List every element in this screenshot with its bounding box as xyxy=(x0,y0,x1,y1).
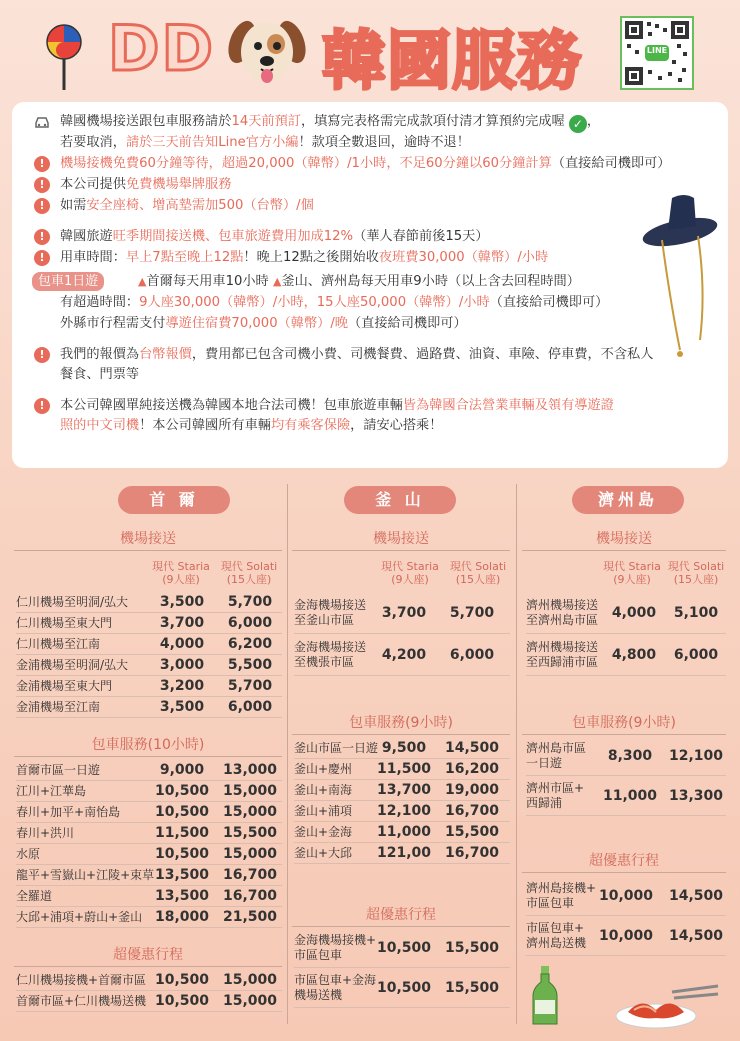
vehicle-seats: (9人座) xyxy=(162,573,200,586)
price-9-seat: 10,500 xyxy=(154,846,210,862)
price-9-seat: 4,800 xyxy=(611,647,657,663)
price-row xyxy=(16,676,282,697)
price-row xyxy=(16,592,282,613)
route-line: 西歸浦 xyxy=(526,796,563,810)
text: 外縣市行程需支付 xyxy=(60,316,166,331)
price-15-seat: 6,000 xyxy=(673,647,719,663)
route-name: 釜山+南海 xyxy=(294,783,353,797)
text: ，請安心搭乘！ xyxy=(350,418,443,433)
price-15-seat: 6,000 xyxy=(449,647,495,663)
text: （直接給司機即可） xyxy=(551,156,671,171)
notice-legal xyxy=(26,396,714,436)
price-row xyxy=(16,844,282,865)
price-9-seat: 3,000 xyxy=(159,657,205,673)
price-9-seat: 11,500 xyxy=(154,825,210,841)
price-row xyxy=(16,802,282,823)
route-name: 全羅道 xyxy=(16,889,53,903)
price-row xyxy=(16,760,282,781)
price-15-seat: 14,500 xyxy=(444,740,500,756)
price-9-seat: 10,500 xyxy=(154,972,210,988)
route-name: 水原 xyxy=(16,847,41,861)
route-line: 市區包車+ xyxy=(526,921,585,935)
notice-signboard xyxy=(26,175,714,195)
price-row xyxy=(526,634,726,676)
text: 韓國旅遊 xyxy=(60,229,113,244)
text: ， xyxy=(586,114,601,129)
route-name: 釜山+慶州 xyxy=(294,762,353,776)
busan-deal-title: 超優惠行程 xyxy=(292,904,510,926)
text: 釜山、濟州島每天用車9小時（以上含去回程時間） xyxy=(281,274,580,289)
price-15-seat: 14,500 xyxy=(668,928,724,944)
vehicle-name: 現代 Staria xyxy=(381,560,439,573)
price-9-seat: 9,500 xyxy=(381,740,427,756)
price-15-seat: 13,000 xyxy=(222,762,278,778)
vehicle-name: 現代 Solati xyxy=(667,560,725,573)
text-highlight: 請於三天前告知Line官方小編 xyxy=(125,135,299,150)
price-row xyxy=(294,780,510,801)
text-highlight: 早上7點至晚上12點 xyxy=(125,250,244,265)
price-9-seat: 8,300 xyxy=(607,748,653,764)
price-15-seat: 12,100 xyxy=(668,748,724,764)
region-seoul: 首 爾 xyxy=(118,486,230,514)
jeju-deal-title: 超優惠行程 xyxy=(522,850,726,872)
jeju-col-9-seat xyxy=(600,560,664,586)
price-15-seat: 16,700 xyxy=(444,845,500,861)
route-name: 釜山市區一日遊 xyxy=(294,741,379,755)
route-name: 釜山+浦項 xyxy=(294,804,353,818)
vehicle-seats: (15人座) xyxy=(226,573,272,586)
price-row xyxy=(526,916,726,956)
dog-face-icon xyxy=(228,14,306,88)
price-9-seat: 13,700 xyxy=(376,782,432,798)
exclamation-icon: ! xyxy=(34,398,50,414)
route-name xyxy=(526,736,586,771)
price-row xyxy=(294,759,510,780)
price-9-seat: 13,500 xyxy=(154,867,210,883)
price-15-seat: 15,500 xyxy=(444,824,500,840)
price-row xyxy=(294,801,510,822)
price-15-seat: 5,500 xyxy=(227,657,273,673)
vehicle-name: 現代 Solati xyxy=(449,560,507,573)
route-name xyxy=(526,634,598,670)
price-9-seat: 3,700 xyxy=(159,615,205,631)
line-label: LINE xyxy=(646,46,668,55)
price-9-seat: 18,000 xyxy=(154,909,210,925)
route-line: 金海機場接機+ xyxy=(294,933,377,947)
text: 若要取消， xyxy=(60,135,126,150)
text: 我們的報價為 xyxy=(60,347,140,362)
notice-child-seat xyxy=(26,196,714,216)
price-9-seat: 10,500 xyxy=(154,993,210,1009)
price-9-seat: 4,000 xyxy=(159,636,205,652)
route-line: 濟州島送機 xyxy=(526,936,587,950)
price-row xyxy=(16,886,282,907)
jeju-col-15-seat xyxy=(664,560,728,586)
service-title: 韓國服務 xyxy=(322,25,582,99)
exclamation-icon: ! xyxy=(34,177,50,193)
route-name xyxy=(294,634,366,670)
route-line: 金海機場接送 xyxy=(294,598,367,612)
jeju-airport-title: 機場接送 xyxy=(522,528,726,550)
notice-waiting xyxy=(26,154,714,174)
text: 本公司韓國單純接送機為韓國本地合法司機！包車旅遊車輛 xyxy=(60,398,403,413)
vehicle-seats: (9人座) xyxy=(613,573,651,586)
exclamation-icon: ! xyxy=(34,250,50,266)
text-highlight: 9人座30,000（韓幣）/小時，15人座50,000（韓幣）/小時 xyxy=(139,295,490,310)
route-name xyxy=(294,968,376,1003)
price-row xyxy=(526,876,726,916)
text-highlight: 免費機場舉牌服務 xyxy=(125,177,232,192)
text: （華人春節前後15天） xyxy=(353,229,489,244)
price-15-seat: 19,000 xyxy=(444,782,500,798)
vehicle-name: 現代 Staria xyxy=(152,560,210,573)
price-9-seat: 4,000 xyxy=(611,605,657,621)
route-line: 濟州市區+ xyxy=(526,781,585,795)
price-15-seat: 14,500 xyxy=(668,888,724,904)
price-9-seat: 10,500 xyxy=(376,980,432,996)
route-line: 濟州島接機+ xyxy=(526,881,597,895)
price-row xyxy=(294,738,510,759)
route-line: 市區包車 xyxy=(526,896,575,910)
text-highlight: 照的中文司機 xyxy=(60,418,140,433)
price-15-seat: 6,000 xyxy=(227,699,273,715)
route-name: 龍平+雪嶽山+江陵+束草 xyxy=(16,868,155,882)
route-line: 一日遊 xyxy=(526,756,563,770)
price-row xyxy=(16,613,282,634)
seoul-airport-title: 機場接送 xyxy=(14,528,282,550)
price-15-seat: 15,000 xyxy=(222,846,278,862)
price-9-seat: 3,500 xyxy=(159,699,205,715)
route-name: 金浦機場至江南 xyxy=(16,700,101,714)
price-15-seat: 15,500 xyxy=(222,825,278,841)
route-line: 至釜山市區 xyxy=(294,613,355,627)
jeju-charter-title: 包車服務(9小時) xyxy=(522,712,726,734)
text-highlight: 14天前預訂 xyxy=(231,114,301,129)
price-9-seat: 11,000 xyxy=(602,788,658,804)
route-line: 機場送機 xyxy=(294,988,343,1002)
price-15-seat: 5,100 xyxy=(673,605,719,621)
price-row xyxy=(16,970,282,991)
price-15-seat: 16,700 xyxy=(444,803,500,819)
route-line: 市區包車+金海 xyxy=(294,973,377,987)
price-9-seat: 4,200 xyxy=(381,647,427,663)
route-line: 濟州機場接送 xyxy=(526,640,599,654)
price-15-seat: 15,000 xyxy=(222,783,278,799)
text: 首爾每天用車10小時 xyxy=(146,274,269,289)
text-highlight: 導遊住宿費70,000（韓幣）/晚 xyxy=(165,316,348,331)
price-row xyxy=(16,781,282,802)
price-15-seat: 16,700 xyxy=(222,867,278,883)
text: 本公司提供 xyxy=(60,177,126,192)
price-row xyxy=(294,822,510,843)
price-9-seat: 10,000 xyxy=(598,888,654,904)
text: ！款項全數退回，逾時不退！ xyxy=(298,135,470,150)
price-row xyxy=(294,968,510,1008)
price-row xyxy=(16,865,282,886)
brand-title: DD xyxy=(108,12,215,85)
text-highlight: 旺季期間接送機、包車旅遊費用加成12% xyxy=(112,229,354,244)
price-row xyxy=(294,928,510,968)
route-name: 江川+江華島 xyxy=(16,784,87,798)
route-name xyxy=(526,592,598,628)
route-name: 春川+洪川 xyxy=(16,826,75,840)
region-busan: 釜 山 xyxy=(344,486,456,514)
busan-airport-title: 機場接送 xyxy=(292,528,510,550)
price-9-seat: 3,200 xyxy=(159,678,205,694)
text-highlight: 安全座椅、增高墊需加500（台幣）/個 xyxy=(86,198,314,213)
text-highlight: 均有乘客保險 xyxy=(271,418,351,433)
price-15-seat: 6,200 xyxy=(227,636,273,652)
exclamation-icon: ! xyxy=(34,198,50,214)
route-line: 至機張市區 xyxy=(294,655,355,669)
price-15-seat: 15,000 xyxy=(222,804,278,820)
price-row xyxy=(294,634,510,676)
route-line: 濟州機場接送 xyxy=(526,598,599,612)
text: 如需 xyxy=(60,198,87,213)
vehicle-name: 現代 Solati xyxy=(220,560,278,573)
price-9-seat: 11,500 xyxy=(376,761,432,777)
price-9-seat: 10,500 xyxy=(154,783,210,799)
day-tour-badge: 包車1日遊 xyxy=(32,272,104,291)
route-line: 至西歸浦市區 xyxy=(526,655,599,669)
busan-charter-title: 包車服務(9小時) xyxy=(292,712,510,734)
route-name: 仁川機場至明洞/弘大 xyxy=(16,595,129,609)
notice-day-tour xyxy=(26,272,714,292)
text: 餐食、門票等 xyxy=(60,367,140,382)
price-row xyxy=(16,991,282,1012)
price-15-seat: 16,200 xyxy=(444,761,500,777)
price-9-seat: 10,500 xyxy=(376,940,432,956)
exclamation-icon: ! xyxy=(34,156,50,172)
route-line: 至濟州島市區 xyxy=(526,613,599,627)
price-row xyxy=(526,776,726,816)
route-name: 春川+加平+南怡島 xyxy=(16,805,121,819)
text: ！晚上12點之後開始收 xyxy=(243,250,379,265)
seoul-col-15-seat xyxy=(216,560,282,586)
line-qr-code[interactable] xyxy=(620,16,694,90)
exclamation-icon: ! xyxy=(34,229,50,245)
route-name: 首爾市區一日遊 xyxy=(16,763,101,777)
price-9-seat: 10,000 xyxy=(598,928,654,944)
route-name: 釜山+大邱 xyxy=(294,846,353,860)
text: （直接給司機即可） xyxy=(347,316,467,331)
text: 有超過時間： xyxy=(60,295,140,310)
price-9-seat: 121,00 xyxy=(376,845,432,861)
seoul-col-9-seat xyxy=(148,560,214,586)
route-name xyxy=(526,876,596,911)
text: ，費用都已包含司機小費、司機餐費、過路費、油資、車險、停車費，不含私人 xyxy=(191,347,654,362)
route-line: 市區包車 xyxy=(294,948,343,962)
busan-col-15-seat xyxy=(446,560,510,586)
header xyxy=(0,0,740,100)
price-15-seat: 5,700 xyxy=(449,605,495,621)
price-15-seat: 16,700 xyxy=(222,888,278,904)
route-name xyxy=(294,928,376,963)
korean-fan-icon xyxy=(40,22,88,94)
column-divider xyxy=(287,484,288,1024)
price-15-seat: 13,300 xyxy=(668,788,724,804)
price-row xyxy=(294,592,510,634)
price-15-seat: 5,700 xyxy=(227,678,273,694)
route-name: 仁川機場接機+首爾市區 xyxy=(16,973,147,987)
vehicle-seats: (15人座) xyxy=(455,573,501,586)
korean-hat-icon xyxy=(640,190,726,380)
price-9-seat: 12,100 xyxy=(376,803,432,819)
notice-peak-season xyxy=(26,227,714,247)
route-line: 金海機場接送 xyxy=(294,640,367,654)
price-15-seat: 15,000 xyxy=(222,993,278,1009)
vehicle-seats: (15人座) xyxy=(673,573,719,586)
seoul-charter-title: 包車服務(10小時) xyxy=(14,734,282,756)
price-row xyxy=(16,655,282,676)
price-row xyxy=(16,823,282,844)
region-jeju: 濟州島 xyxy=(572,486,684,514)
text-highlight: 夜班費30,000（韓幣）/小時 xyxy=(378,250,549,265)
route-name xyxy=(294,592,366,628)
text-highlight: 皆為韓國合法營業車輛及領有導遊證 xyxy=(402,398,614,413)
vehicle-seats: (9人座) xyxy=(391,573,429,586)
bbq-food-icon xyxy=(612,982,722,1032)
exclamation-icon: ! xyxy=(34,347,50,363)
route-name: 金浦機場至明洞/弘大 xyxy=(16,658,129,672)
price-15-seat: 6,000 xyxy=(227,615,273,631)
notice-card xyxy=(12,102,728,468)
price-9-seat: 3,700 xyxy=(381,605,427,621)
text: ，填寫完表格需完成款項付清才算預約完成喔 xyxy=(300,114,565,129)
price-9-seat: 10,500 xyxy=(154,804,210,820)
text: （直接給司機即可） xyxy=(489,295,609,310)
route-name: 首爾市區+仁川機場送機 xyxy=(16,994,147,1008)
price-row xyxy=(16,634,282,655)
vehicle-name: 現代 Staria xyxy=(603,560,661,573)
seoul-deal-title: 超優惠行程 xyxy=(14,944,282,966)
soju-bottle-icon xyxy=(530,964,560,1026)
price-15-seat: 21,500 xyxy=(222,909,278,925)
triangle-icon: ▲ xyxy=(138,275,147,288)
notice-overtime xyxy=(26,293,714,313)
price-15-seat: 5,700 xyxy=(227,594,273,610)
route-name xyxy=(526,776,584,811)
price-row xyxy=(16,907,282,928)
triangle-icon: ▲ xyxy=(272,275,282,288)
price-9-seat: 11,000 xyxy=(376,824,432,840)
price-9-seat: 13,500 xyxy=(154,888,210,904)
price-15-seat: 15,000 xyxy=(222,972,278,988)
route-name: 仁川機場至江南 xyxy=(16,637,101,651)
route-line: 濟州島市區 xyxy=(526,741,587,755)
notice-booking xyxy=(26,112,714,153)
notice-hours xyxy=(26,248,714,268)
price-9-seat: 3,500 xyxy=(159,594,205,610)
busan-col-9-seat xyxy=(378,560,442,586)
price-row xyxy=(16,697,282,718)
check-icon: ✓ xyxy=(569,115,587,133)
price-row xyxy=(294,843,510,864)
column-divider xyxy=(516,484,517,1024)
route-name: 仁川機場至東大門 xyxy=(16,616,113,630)
text: 用車時間： xyxy=(60,250,126,265)
notice-price-note xyxy=(26,345,714,385)
price-15-seat: 15,500 xyxy=(444,980,500,996)
text: 韓國機場接送跟包車服務請於 xyxy=(60,114,232,129)
price-row xyxy=(526,592,726,634)
route-name: 金浦機場至東大門 xyxy=(16,679,113,693)
text-highlight: 機場接機免費60分鐘等待，超過20,000（韓幣）/1小時，不足60分鐘以60分鐘計算 xyxy=(60,156,552,171)
notice-lodging xyxy=(26,314,714,334)
text: ！本公司韓國所有車輛 xyxy=(139,418,271,433)
route-name: 釜山+金海 xyxy=(294,825,353,839)
route-name xyxy=(526,916,586,951)
route-name: 大邱+浦項+蔚山+釜山 xyxy=(16,910,143,924)
price-15-seat: 15,500 xyxy=(444,940,500,956)
text-highlight: 台幣報價 xyxy=(139,347,192,362)
price-row xyxy=(526,736,726,776)
car-icon xyxy=(34,114,50,130)
price-9-seat: 9,000 xyxy=(159,762,205,778)
